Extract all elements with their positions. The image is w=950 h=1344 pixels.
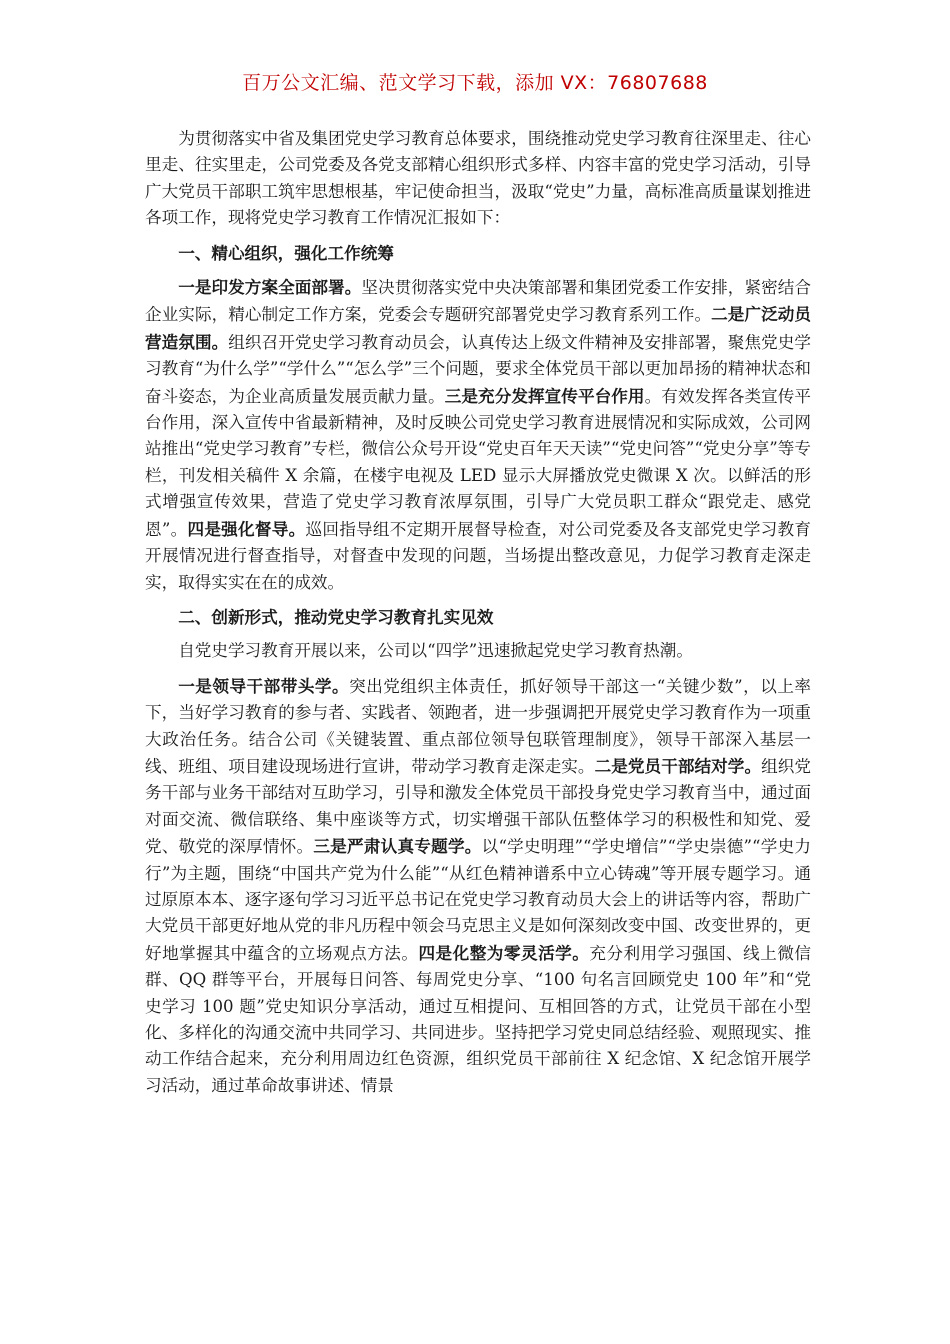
s2-item2-lead: 二是党员干部结对学。 [594,755,762,776]
s2-item4-text: 充分利用学习强国、线上微信群、QQ 群等平台，开展每日问答、每周党史分享、“100 句名言回顾党史 100 年”和“党史学习 100 题”党史知识分享活动，通过互相提问、互相回答的方式，让党员干部在小型化、多样化的沟通交流中共同学习、共同进步。坚持把学习党史同总结经验、观照现实、推动工作结合起来，充分利用周边红色资源，组织党员干部前往 X 纪念馆、X 纪念馆开展学习活动，通过革命故事讲述、情景 [145,943,812,1095]
s1-item4-lead: 四是强化督导。 [187,518,306,539]
intro-paragraph: 为贯彻落实中省及集团党史学习教育总体要求，围绕推动党史学习教育往深里走、往心里走、往实里走，公司党委及各党支部精心组织形式多样、内容丰富的党史学习活动，引导广大党员干部职工筑牢思想根基，牢记使命担当，汲取“党史”力量，高标准高质量谋划推进各项工作，现将党史学习教育工作情况汇报如下： [145,129,811,228]
s1-item1-lead: 一是印发方案全面部署。 [178,277,362,298]
s1-item2-lead: 二是广泛动员营造氛围。 [145,304,812,352]
s1-item1-text: 坚决贯彻落实党中央决策部署和集团党委工作安排，紧密结合企业实际，精心制定工作方案，党委会专题研究部署党史学习教育系列工作。 [145,278,812,325]
s1-item3-text: 。有效发挥各类宣传平台作用，深入宣传中省最新精神，及时反映公司党史学习教育进展情况和实际成效，公司网站推出“党史学习教育”专栏，微信公众号开设“党史百年天天读”“党史问答”“党史分享”等专栏，刊发相关稿件 X 余篇，在楼宇电视及 LED 显示大屏播放党史微课 X 次。以鲜活的形式增强宣传效果，营造了党史学习教育浓厚氛围，引导广大党员职工群众“跟党走、感党恩”。 [145,386,812,539]
watermark-header: 百万公文汇编、范文学习下载，添加 VX：76807688 [242,72,708,94]
section2-intro: 自党史学习教育开展以来，公司以“四学”迅速掀起党史学习教育热潮。 [178,641,693,661]
s2-item1-text: 突出党组织主体责任，抓好领导干部这一“关键少数”，以上率下，当好学习教育的参与者、实践者、领跑者，进一步强调把开展党史学习教育作为一项重大政治任务。结合公司《关键装置、重点部位领导包联管理制度》，领导干部深入基层一线、班组、项目建设现场进行宣讲，带动学习教育走深走实。 [145,676,812,776]
s1-item4-text: 巡回指导组不定期开展督导检查，对公司党委及各支部党史学习教育开展情况进行督查指导，对督查中发现的问题，当场提出整改意见，力促学习教育走深走实，取得实实在在的成效。 [145,519,811,592]
s2-item2-text: 组织党务干部与业务干部结对互助学习，引导和激发全体党员干部投身党史学习教育当中，通过面对面交流、微信联络、集中座谈等方式，切实增强干部队伍整体学习的积极性和知党、爱党、敬党的深厚情怀。 [145,756,812,857]
section2-paragraph [145,673,811,1100]
section2-heading: 二、创新形式，推动党史学习教育扎实见效 [178,606,494,627]
s2-item3-text: 以“学史明理”“学史增信”“学史崇德”“学史力行”为主题，围绕“中国共产党为什么能”“从红色精神谱系中立心铸魂”等开展专题学习。通过原原本本、逐字逐句学习习近平总书记在党史学习教育动员大会上的讲话等内容，帮助广大党员干部更好地从党的非凡历程中领会马克思主义是如何深刻改变中国、改变世界的，更好地掌握其中蕴含的立场观点方法。 [145,837,812,963]
s2-item4-lead: 四是化整为零灵活学。 [418,942,590,963]
document-body [145,126,811,1107]
s2-item3-lead: 三是严肃认真专题学。 [313,836,482,857]
s2-item1-lead: 一是领导干部带头学。 [178,675,350,696]
s1-item3-lead: 三是充分发挥宣传平台作用 [444,385,645,406]
s1-item2-text: 组织召开党史学习教育动员会，认真传达上级文件精神及安排部署，聚焦党史学习教育“为什么学”“学什么”“怎么学”三个问题，要求全体党员干部以更加昂扬的精神状态和奋斗姿态，为企业高质量发展贡献力量。 [145,332,812,406]
section1-paragraph [145,274,811,596]
section1-heading: 一、精心组织，强化工作统筹 [178,242,394,263]
